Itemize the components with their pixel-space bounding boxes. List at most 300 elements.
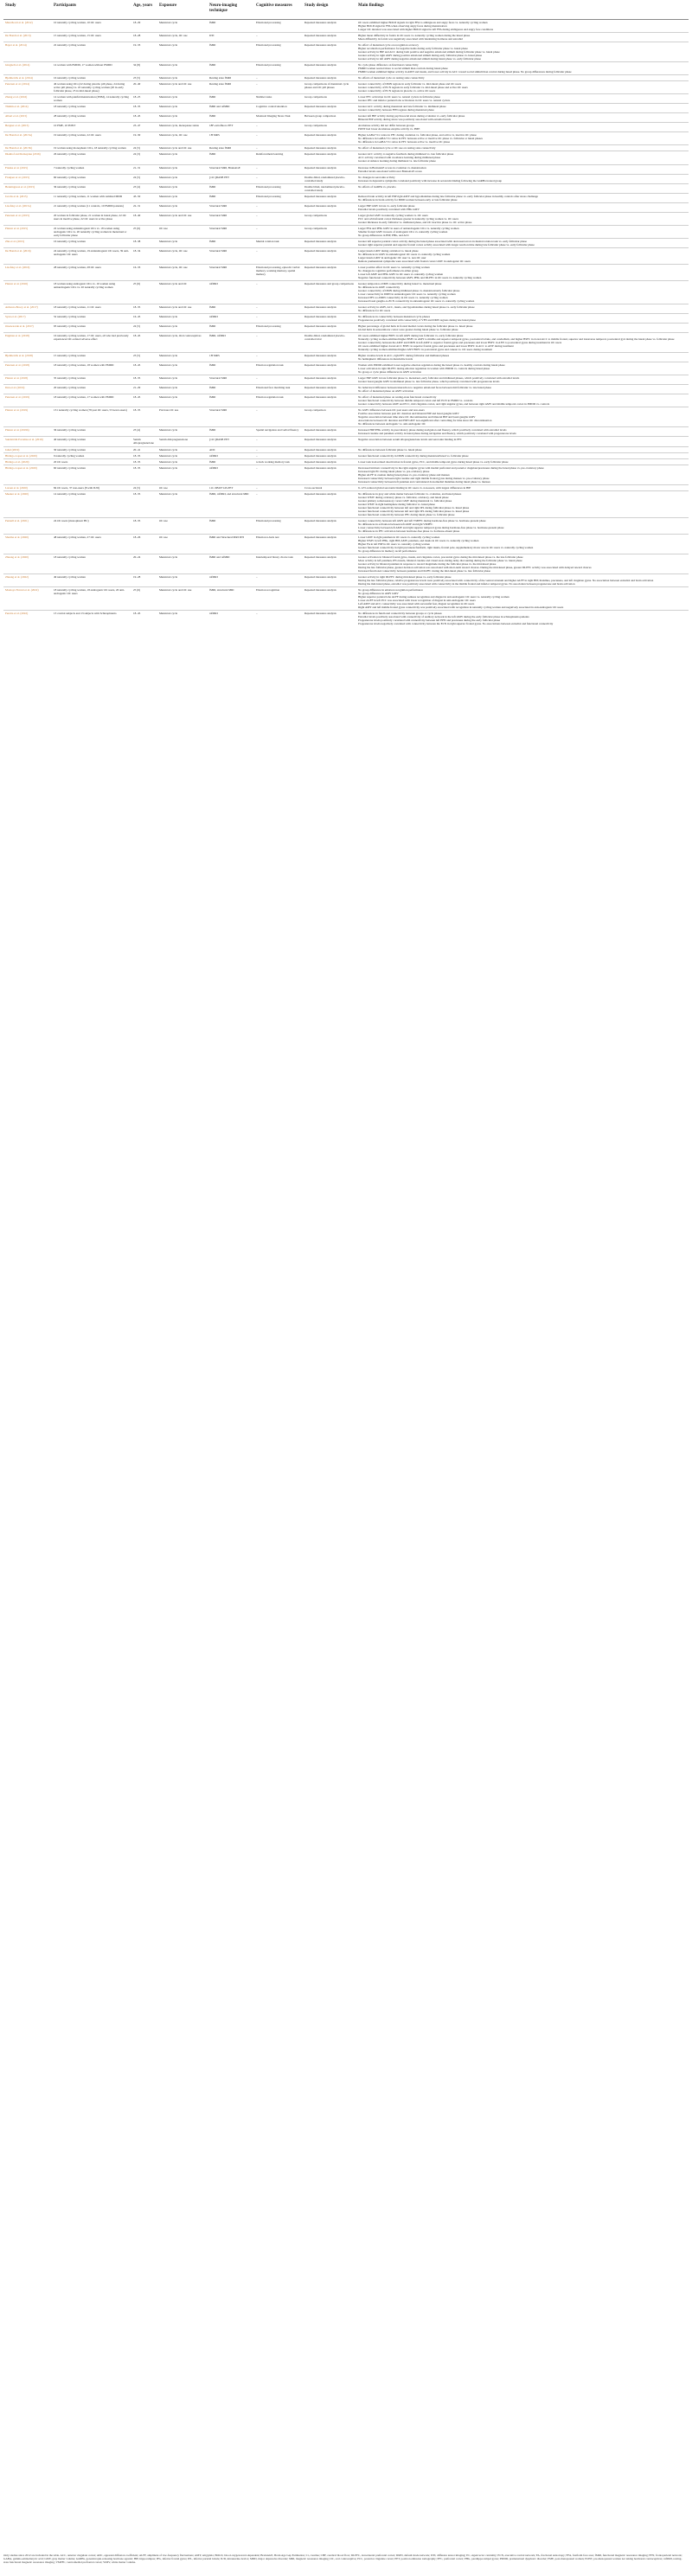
cell-measures: Emotional processing — [254, 183, 303, 193]
finding-item: No differences in GMV in antiandrogenic OC users vs. naturally cycling women — [358, 252, 451, 256]
cell-participants: 10 PME, 10 PONT — [52, 123, 131, 132]
cell-measures: – — [254, 611, 303, 627]
column-header: Age, years — [131, 3, 157, 20]
finding-item: Higher recollection performance for negative items during early follicular phase vs. luteal phase — [358, 47, 468, 51]
cell-age: 43–50 — [131, 193, 157, 202]
cell-findings — [356, 20, 689, 33]
cell-participants: 36 naturally cycling women — [52, 183, 131, 193]
cell-findings — [356, 238, 689, 247]
study-citation-link[interactable]: Gingnell et al. (2014) — [3, 62, 52, 75]
table-row — [3, 458, 689, 465]
cell-age: 18–35 — [131, 104, 157, 113]
cell-exposure: Menstrual cycle — [157, 353, 208, 362]
finding-item: Lower PFC activation in OC users vs. natural cyclers in follicular phase — [358, 95, 440, 99]
finding-item: Greater connectivity between the AMY and DMN in left AMY to superior frontal gyrus and precuneus and lower BSFC in ANY to postcentral gyrus during treatment in OC users — [358, 341, 562, 345]
cell-technique: rsfMRI — [208, 574, 254, 586]
table-row — [3, 62, 689, 75]
study-citation-link[interactable]: Montoya Ferrari et al. (2022) — [3, 587, 52, 611]
cell-measures: Emotion n-back test — [254, 534, 303, 554]
finding-item: Greater thickness in early follicular vs. midluteal phase, and OC inactive phase vs. OC active phase — [358, 220, 472, 224]
finding-item: Aromatase activity did not differ between groups — [358, 124, 414, 128]
table-footnote: Only studies since 2012 are included in the table. ACC, anterior cingulate cortex; ADC, apparent diffusion coefficient; ALFF, amplitude of low-frequency fluctuations; AMY, amygdala; BOLD, blood-oxygen-level-dependent; BrainAGE, Brain Age Gap Estimation; Cr, creatine; CBF, cerebral blood flow; DLPFC, dorsolateral prefrontal cortex; DMN, default mode network; DTI, diffusion tensor imaging; EC, eigenvector centrality; ECN, executive control network; FA, fractional anisotropy; FFA, fusiform face area; fMRI, functional magnetic resonance imaging; FPN, frontoparietal network; GABA, gamma-aminobutyric acid; GMV, gray matter volume; GnRHa, gonadotropin-releasing hormone agonist; HIP, hippocampus; IFG, inferior frontal gyrus; IPL, inferior parietal lobule; IUD, intrauterine device; MDD, major depressive disorder; MRI, magnetic resonance imaging; OC, oral contraceptive; PCC, posterior cingulate cortex; PET, positron emission tomography; PFC, prefrontal cortex; PHG, parahippocampal gyrus; PMDD, premenstrual dysphoric disorder; PME, post-menopausal women; PONT, pre-menopausal women not taking hormonal contraceptives; rsfMRI, resting-state functional magnetic resonance imaging; VMPFC, ventromedial prefrontal cortex; WMV, white matter volume. — [3, 2554, 682, 2565]
table-body — [3, 20, 689, 627]
finding-item: During the mid-luteal phase, estradiol was positively associated with connectivity in the middle frontal and inferior temporal gyrus. No association between progesterone and brain activation — [358, 582, 575, 586]
cell-exposure: Menstrual cycle, OC use — [157, 247, 208, 264]
cell-participants: 19 women using monophasic OCs, 18 naturally cycling women — [52, 145, 131, 151]
cell-findings — [356, 212, 689, 225]
cell-findings — [356, 94, 689, 104]
cell-age: 18–35 — [131, 458, 157, 465]
cell-design: Repeated measures analysis — [303, 33, 356, 42]
cell-participants: 60 naturally cycling women — [52, 465, 131, 484]
column-header: Neuro-imaging technique — [208, 3, 254, 20]
table-row — [3, 333, 689, 353]
cell-measures: Number tasks — [254, 94, 303, 104]
table-row — [3, 385, 689, 394]
cell-measures: – — [254, 446, 303, 452]
cell-measures: – — [254, 145, 303, 151]
cell-participants: 14 women with PMDD, 17 women without PMDD — [52, 62, 131, 75]
cell-technique: Structural MRI — [208, 225, 254, 238]
cell-technique: fMRI — [208, 62, 254, 75]
cell-design: Repeated measures analysis — [303, 534, 356, 554]
study-citation-link[interactable]: Meeker et al. (2020) — [3, 490, 52, 517]
finding-item: No GMV difference between OC past users and non-users — [358, 408, 425, 413]
finding-item: Greater functional connectivity between middle temporal cortex and left ECN in PMDD vs. controls — [358, 399, 473, 403]
cell-exposure: Menstrual cycle — [157, 375, 208, 385]
study-citation-link[interactable]: Franke et al. (2015) — [3, 164, 52, 174]
cell-exposure: Menstrual cycle — [157, 490, 208, 517]
cell-exposure: Menstrual cycle — [157, 611, 208, 627]
cell-exposure: Menstrual cycle — [157, 174, 208, 183]
study-citation-link[interactable]: Armesto-Bosoy et al. (2017) — [3, 304, 52, 314]
cell-exposure: Menstrual cycle — [157, 42, 208, 62]
cell-design: Group comparisons — [303, 212, 356, 225]
cell-technique: ADC — [208, 446, 254, 452]
cell-design: Repeated measures analysis — [303, 20, 356, 33]
cell-measures: – — [254, 164, 303, 174]
cell-age: 20–41 — [131, 446, 157, 452]
study-citation-link[interactable]: Marečková et al. (2012) — [3, 20, 52, 33]
cell-measures: – — [254, 484, 303, 490]
cell-design: Repeated measures analysis — [303, 164, 356, 174]
cell-design: Repeated measures analysis — [303, 314, 356, 324]
cell-participants: 35 naturally cycling women — [52, 375, 131, 385]
cell-design: Group comparisons — [303, 225, 356, 238]
cell-exposure: Menstrual cycle and OC use — [157, 145, 208, 151]
cell-exposure: Menstrual cycle — [157, 324, 208, 333]
cell-age: 24 (5) — [131, 174, 157, 183]
finding-item: Decrease in BrainAGE scores in ovulation vs. menstruation — [358, 165, 426, 170]
study-citation-link[interactable]: Ossewaarde et al. (2017) — [3, 324, 52, 333]
cell-technique: fMRI and rsfMRI — [208, 104, 254, 113]
finding-item: Right AMY and left middle frontal gyrus connectivity was positively associated with recognition in naturally cycling women and negatively associated in anti-androgenic OC users — [358, 606, 564, 610]
finding-item: Greater functional connectivity between left and right IPL during follicular phase vs. luteal phase — [358, 505, 470, 509]
study-citation-link[interactable]: Diekhof and Ratnayake (2016) — [3, 151, 52, 164]
finding-item: Increased functional connectivity between putamen and DLPFC during the mid-luteal phase vs. late follicular phase — [358, 568, 490, 573]
cell-participants: 15 naturally cycling women, 15 OC users — [52, 33, 131, 42]
cell-findings — [356, 484, 689, 490]
cell-technique: fMRI — [208, 238, 254, 247]
cell-measures: Intertemporal binary choice task — [254, 554, 303, 574]
cell-age: 18–45 — [131, 394, 157, 407]
cell-exposure: Menstrual cycle and OC use — [157, 212, 208, 225]
study-citation-link[interactable]: Petersen et al. (2015) — [3, 212, 52, 225]
table-row — [3, 394, 689, 407]
cell-findings — [356, 574, 689, 586]
finding-item: Negative functional connectivity between AMY, PHG and DLPFC in OC users vs. naturally cycling women — [358, 275, 482, 279]
cell-findings — [356, 33, 689, 42]
study-citation-link[interactable]: De Bondt et al. (2015a) — [3, 132, 52, 145]
cell-technique: 18F-estrofluoro PET — [208, 123, 254, 132]
cell-participants: 16 naturally cycling women — [52, 238, 131, 247]
study-citation-link[interactable]: Hidalgo-Lopez et al. (2020) — [3, 452, 52, 458]
study-citation-link[interactable]: Pletzer et al. (2019) — [3, 407, 52, 427]
cell-design: Repeated measures analysis — [303, 304, 356, 314]
finding-item: Larger FFA and PHG GMV in users of antiandrogenic OCs vs. naturally cycling women — [358, 226, 459, 230]
finding-item: ACC activity correlated with avoidance learning during midluteal phase — [358, 156, 441, 160]
cell-technique: Structural MRI — [208, 375, 254, 385]
study-citation-link[interactable]: Petersen et al. (2019) — [3, 394, 52, 407]
table-row — [3, 225, 689, 238]
cell-participants: 18 women using androgenic OCs vs. 16 women using antiandrogenic OCs vs. 20 naturally cycling women — [52, 280, 131, 304]
finding-item: Greater functional connectivity between left and right IPL during follicular phase vs. luteal phase — [358, 509, 470, 513]
study-citation-link[interactable]: Henningsson et al. (2015) — [3, 183, 52, 193]
study-citation-link[interactable]: Thimm et al. (2014) — [3, 104, 52, 113]
table-row — [3, 264, 689, 280]
cell-technique: fMRI — [208, 362, 254, 375]
cell-exposure: Menstrual cycle — [157, 20, 208, 33]
cell-age: 20–40 — [131, 81, 157, 94]
cell-participants: 52 naturally cycling women — [52, 314, 131, 324]
cell-findings — [356, 452, 689, 458]
cell-participants: 46 women using OCs (22 during placebo pill phase, 24 during active pill phase) vs. 45 naturally cycling women (20 in early follicular phase, 25 in mid-luteal phase) — [52, 81, 131, 94]
study-citation-link[interactable]: Hjelmervik et al. (2018) — [3, 353, 52, 362]
cell-design: Double blind, randomized placebo-controlled study — [303, 183, 356, 193]
study-citation-link[interactable]: Larsen et al. (2020) — [3, 484, 52, 490]
cell-participants: 14 naturally cycling women — [52, 490, 131, 517]
study-citation-link[interactable]: Hidalgo et al. (2020) — [3, 458, 52, 465]
finding-item: Left AMY and ACC connectivity was associated with successful fear, disgust recognition in OC users — [358, 602, 475, 606]
finding-item: No group difference in AMY GMV — [358, 592, 399, 596]
cell-exposure: OC use — [157, 225, 208, 238]
cell-age: 18–25 — [131, 94, 157, 104]
cell-design: Repeated measures analysis — [303, 264, 356, 280]
finding-item: During the late follicular phase, relative progesterone levels were positively associated with connectivity of the ventral striatum and higher ALFF in right HIP, thalamus, precuneus, and left cingulate gyrus. No association between estradiol and brain activation — [358, 578, 654, 582]
cell-measures: Emotion regulation task — [254, 394, 303, 407]
cell-exposure: Menstrual cycle — [157, 574, 208, 586]
finding-item: Increased HIP/PHG activity in preovulatory phase during navigation and fluency, which positively correlated with estradiol levels — [358, 428, 507, 433]
cell-design: Repeated measures analysis — [303, 427, 356, 437]
study-citation-link[interactable]: Dan et al. (2019) — [3, 385, 52, 394]
finding-item: Greater functional connectivity between PFC during luteal phase vs. follicular phase — [358, 512, 455, 516]
finding-item: PONT had lower Aromatase enzyme activity vs. PME — [358, 127, 420, 131]
study-citation-link[interactable]: Bergner et al. (2015) — [3, 123, 52, 132]
study-citation-link[interactable]: Zhang et al. (2016) — [3, 94, 52, 104]
finding-item: Negative association between serum allopregnanolone levels and serotonin binding in PFC — [358, 438, 462, 442]
finding-item: Greater WMV in right hemisphere during follicular vs. luteal phase — [358, 502, 435, 506]
cell-design: Repeated measures analysis — [303, 132, 356, 145]
finding-item: No differences in PFC activation between hormone-free phase vs. hormone-absent phase — [358, 529, 460, 533]
finding-item: Greater ACC activity during menstrual and late follicular vs. midluteal phase — [358, 105, 446, 109]
finding-item: Greater avoidance learning during midluteal vs. late follicular phase — [358, 159, 436, 163]
cell-measures: Reinforcement learning — [254, 151, 303, 164]
cell-measures: – — [254, 407, 303, 427]
table-row — [3, 437, 689, 446]
table-row — [3, 94, 689, 104]
table-row — [3, 353, 689, 362]
study-citation-link[interactable]: Zhu et al. (2015) — [3, 238, 52, 247]
cell-age: 23 (4) — [131, 427, 157, 437]
study-citation-link[interactable]: Petersen et al. (2018) — [3, 362, 52, 375]
cell-age: 23 (4) — [131, 183, 157, 193]
study-citation-link[interactable]: Albert et al. (2015) — [3, 113, 52, 123]
finding-item: Increased PFC-to-DMN connectivity in OC users vs. naturally cycling women — [358, 295, 448, 299]
finding-item: Greater functional connectivity in DMN connectivity during menstrual/luteal vs. follicular phase — [358, 453, 469, 458]
cell-participants: 9 naturally cycling women — [52, 452, 131, 458]
cell-participants: 30 naturally cycling women — [52, 446, 131, 452]
cell-technique: fMRI — [208, 113, 254, 123]
finding-item: No differences in connectivity between menstrual cycle phases — [358, 315, 430, 319]
cell-technique: fMRI and rsfMRI — [208, 554, 254, 574]
cell-age: 18–29 — [131, 20, 157, 33]
table-row — [3, 42, 689, 62]
table-row — [3, 375, 689, 385]
cell-participants: 18 naturally cycling women, 17 women with PMDD — [52, 394, 131, 407]
cell-participants: 16 naturally cycling women, 17 OC users, all who had previously experienced OC-related adverse effect — [52, 333, 131, 353]
cell-findings — [356, 183, 689, 193]
finding-item: PMDD women reacted more to social stimuli than controls during luteal phase — [358, 67, 448, 71]
cell-measures: – — [254, 280, 303, 304]
finding-item: Reduced brain activity in left HIP right AMY and hypothalamus during late follicular phase vs. early follicular phase in healthy controls after stress challenge — [358, 194, 538, 198]
cell-age: Serum Allopregnanolone — [131, 437, 157, 446]
cell-design: Repeated measures analysis — [303, 394, 356, 407]
cell-technique: fMRI and Structural MRI DTI — [208, 534, 254, 554]
table-row — [3, 33, 689, 42]
finding-item: No group difference in memory recall performance — [358, 548, 417, 553]
cell-findings — [356, 164, 689, 174]
finding-item: Greater activation in bilateral frontal gyrus, insula, and cingulate cortex, precentral gyrus during the mid-luteal phase vs. the late follicular phase — [358, 554, 523, 559]
cell-design: Repeated measures analysis — [303, 202, 356, 212]
finding-item: Progesterone levels positively correlated with connectivity between left EPN and precuneus during the early follicular phase — [358, 618, 501, 623]
study-citation-link[interactable]: Bayer et al. (2014) — [3, 42, 52, 62]
cell-exposure: Menstrual cycle — [157, 151, 208, 164]
study-citation-link[interactable]: Pletzer et al. (2019b) — [3, 427, 52, 437]
study-citation-link[interactable]: Pennell et al. (2021) — [3, 517, 52, 534]
cell-technique: fMRI — [208, 20, 254, 33]
cell-exposure: Menstrual cycle, Oral contraceptives — [157, 333, 208, 353]
cell-age: 23 (5) — [131, 75, 157, 81]
study-citation-link[interactable]: Jacobs et al. (2015) — [3, 193, 52, 202]
cell-age: 23–47 — [131, 123, 157, 132]
cell-technique: Structural MRI — [208, 212, 254, 225]
cell-exposure: Menstrual cycle — [157, 385, 208, 394]
finding-item: Greater PFC and inferior parietal lobe activations in OC users vs. natural cyclers — [358, 99, 451, 103]
finding-item: Larger HIP GMV in late follicular phase vs. menstrual, early follicular and midluteal phases, which positively correlated with estradiol levels — [358, 376, 520, 381]
finding-item: No differences in functional connectivity between groups or cycle phases — [358, 612, 442, 616]
cell-participants: 16 naturally cycling women — [52, 75, 131, 81]
cell-measures: – — [254, 452, 303, 458]
finding-item: Greater activity in right DLPFC during mid-luteal phase vs. early follicular phase — [358, 574, 452, 579]
study-citation-link[interactable]: Zhuang et al. (2020) — [3, 554, 52, 574]
study-citation-link[interactable]: Syan et al. (2017) — [3, 314, 52, 324]
cell-measures: – — [254, 465, 303, 484]
cell-age: 18–35 — [131, 517, 157, 534]
finding-item: Greater activity in right AMY during positive emotional stimuli during early follicular phase vs. luteal phase — [358, 54, 483, 58]
cell-design: Repeated measures analysis — [303, 446, 356, 452]
cell-findings — [356, 225, 689, 238]
study-citation-link[interactable]: Lisofsky et al. (2015a) — [3, 202, 52, 212]
finding-item: Lower GMV in right putamen in OC users vs. naturally cycling women — [358, 535, 440, 539]
cell-participants: 18 naturally cycling women — [52, 554, 131, 574]
cell-exposure: Menstrual cycle — [157, 75, 208, 81]
cell-findings — [356, 353, 689, 362]
finding-item: Greater left superior parietal cortex activity during the luteal phase associated with decreased errors in mental rotation task vs. early follicular phase — [358, 239, 527, 243]
cell-participants: 24 OC users (monophasic HC) — [52, 517, 131, 534]
cell-exposure: Menstrual cycle — [157, 113, 208, 123]
cell-age: 18–35 — [131, 452, 157, 458]
study-citation-link[interactable]: Pletzer et al. (2018) — [3, 375, 52, 385]
table-row — [3, 574, 689, 586]
cell-design: Double-blind, randomized placebo-controlled study — [303, 174, 356, 183]
cell-age: 18–26 — [131, 534, 157, 554]
cell-design: Repeated measures analysis — [303, 238, 356, 247]
cell-findings — [356, 437, 689, 446]
cell-findings — [356, 104, 689, 113]
finding-item: Negative association between time since OC discontinuation and bilateral HIP and basal ganglia GMV — [358, 415, 476, 420]
table-row — [3, 314, 689, 324]
cell-participants: 26 naturally cycling women — [52, 151, 131, 164]
table-row — [3, 490, 689, 517]
cell-participants: 24 naturally cycling women, 19 antiandrogenic OC users, 39 anti-androgenic OC users — [52, 247, 131, 264]
finding-item: Larger HIP GMV in late vs. early follicular phase — [358, 203, 415, 208]
finding-item: No effect of menstrual cycle or OC use on resting state connectivity — [358, 146, 436, 151]
study-citation-link[interactable]: Lisofsky et al. (2016) — [3, 264, 52, 280]
study-citation-link[interactable]: De Bondt et al. (2013) — [3, 33, 52, 42]
finding-item: 9–12% reduced global serotonin binding in OC users vs. non-users, with largest differences in HIP — [358, 485, 471, 490]
table-row — [3, 534, 689, 554]
finding-item: No effect of menstrual phase on resting-state functional connectivity — [358, 395, 437, 400]
finding-item: No cycle phase difference on functional connectivity — [358, 63, 419, 67]
study-citation-link[interactable]: Zhuang et al. (2022) — [3, 574, 52, 586]
cell-age: 18–45 — [131, 333, 157, 353]
table-row — [3, 407, 689, 427]
cell-exposure: Menstrual cycle and OC use — [157, 304, 208, 314]
finding-item: No differences in brain activity for MDD women between early or late follicular phase — [358, 197, 458, 202]
cell-measures: – — [254, 33, 303, 42]
cell-participants: 18 naturally cycling women, 18 women with PMDD — [52, 362, 131, 375]
cell-measures: – — [254, 353, 303, 362]
finding-item: PCC and orbitofrontal cortex thickness greater in naturally cycling women vs. OC users — [358, 216, 459, 221]
table-row — [3, 145, 689, 151]
cell-participants: 18 naturally cycling women — [52, 104, 131, 113]
finding-item: Greater connectivity of DMN regions in early follicular vs. mid-luteal phase and OC users — [358, 82, 462, 87]
cell-findings — [356, 324, 689, 333]
cell-design: Between group comparison — [303, 113, 356, 123]
cell-participants: 28 naturally cycling women, 28 OC users — [52, 264, 131, 280]
study-citation-link[interactable]: Frokjaer et al. (2015) — [3, 174, 52, 183]
study-citation-link[interactable]: Pletzer et al. (2016) — [3, 280, 52, 304]
table-header-row — [3, 3, 689, 20]
cell-findings — [356, 490, 689, 517]
cell-age: 25 (6) — [131, 280, 157, 304]
cell-measures: Emotional processing — [254, 324, 303, 333]
finding-item: Greater functional connectivity in right precuneus/fusiform, right insula, frontal pole, supplementary motor area in OC users vs. naturally cycling women — [358, 545, 534, 549]
cell-measures: Emotional processing, episodic verbal memory, working memory, spatial memory — [254, 264, 303, 280]
cell-age: 18–35 — [131, 465, 157, 484]
cell-measures: – — [254, 123, 303, 132]
finding-item: No behavioral difference between interaction to negative emotional faces between mid follicular vs. late luteal phase — [358, 386, 491, 390]
cell-design: Repeated measures analysis — [303, 42, 356, 62]
cell-measures: Emotional processing — [254, 20, 303, 33]
cell-participants: 18 naturally cycling women, 11 OC users — [52, 304, 131, 314]
cell-design: Repeated measures analysis — [303, 452, 356, 458]
cell-findings — [356, 202, 689, 212]
cell-age: 21–31 — [131, 164, 157, 174]
finding-item: Lower left AMY and PHG GMV in OC users vs. naturally cycling women — [358, 272, 444, 276]
finding-item: Greater connectivity between left AMY and left VMPFC during hormone-free phase vs. hormone-present phase — [358, 518, 486, 522]
study-citation-link[interactable]: Sundström Poromaa et al. (2019) — [3, 437, 52, 446]
cell-age: 16–33 — [131, 264, 157, 280]
cell-measures: – — [254, 490, 303, 517]
study-citation-link[interactable]: Engman et al. (2018) — [3, 333, 52, 353]
cell-design: Repeated measures analysis — [303, 517, 356, 534]
cell-participants: 48 naturally cycling women, 27 OC users — [52, 534, 131, 554]
cell-participants: 14 women with painful menstruation (PDM), 14 naturally cycling women — [52, 94, 131, 104]
cell-participants: 36 naturally cycling women — [52, 427, 131, 437]
finding-item: Remote premenstrual symptoms were associated with frontal cortex GMV in androgenic OC users — [358, 259, 471, 263]
study-citation-link[interactable]: Pletzer et al. (2015) — [3, 225, 52, 238]
cell-findings — [356, 362, 689, 375]
cell-measures: – — [254, 247, 303, 264]
cell-findings — [356, 394, 689, 407]
finding-item: Greater connectivity between AMY and PCC, mid cingulate cortex, and right angular gyrus, and between right AMY and middle temporal cortex in PMDD vs. controls — [358, 402, 550, 407]
cell-measures: Mental rotation task — [254, 238, 303, 247]
study-citation-link[interactable]: Jahal (2019) — [3, 446, 52, 452]
cell-measures: – — [254, 212, 303, 225]
cell-participants: 22 naturally cycling women — [52, 42, 131, 62]
cell-age: 18–35 — [131, 490, 157, 517]
finding-item: No differences in AMY connectivity — [358, 285, 400, 289]
study-citation-link[interactable]: De Bondt et al. (2015b) — [3, 145, 52, 151]
cell-design: Repeated measures analysis — [303, 247, 356, 264]
cell-exposure: OC use — [157, 534, 208, 554]
study-citation-link[interactable]: Sharma et al. (2020) — [3, 534, 52, 554]
cell-design: Repeated measures analysis — [303, 458, 356, 465]
cell-technique: rsfMRI — [208, 280, 254, 304]
column-header: Main findings — [356, 3, 689, 20]
cell-age: 18–34 — [131, 247, 157, 264]
study-citation-link[interactable]: Hidalgo-Lopez et al. (2020) — [3, 465, 52, 484]
table-row — [3, 324, 689, 333]
study-citation-link[interactable]: Pereira et al. (2022) — [3, 611, 52, 627]
column-header: Exposure — [157, 3, 208, 20]
study-citation-link[interactable]: Hjelmervik et al. (2014) — [3, 75, 52, 81]
finding-item: OC users exhibited higher BSFC in left AMY during late follicular vs. early follicular phase — [358, 334, 464, 338]
cell-design: Repeated measures analysis — [303, 375, 356, 385]
cell-findings — [356, 534, 689, 554]
cell-design: Group comparisons of menstrual cycle phases and OC pill phases — [303, 81, 356, 94]
cell-findings — [356, 517, 689, 534]
cell-technique: 11C-SB207145-PET — [208, 484, 254, 490]
studies-table — [3, 3, 689, 626]
cell-exposure: Menstrual cycle — [157, 314, 208, 324]
study-citation-link[interactable]: De Bondt et al. (2016) — [3, 247, 52, 264]
study-citation-link[interactable]: Petersen et al. (2014) — [3, 81, 52, 94]
cell-technique: 1H MRS — [208, 132, 254, 145]
cell-exposure: OC use — [157, 484, 208, 490]
finding-item: Lower connectivity in DMN in antiandrogenic OC users vs. naturally cycling women — [358, 292, 456, 296]
